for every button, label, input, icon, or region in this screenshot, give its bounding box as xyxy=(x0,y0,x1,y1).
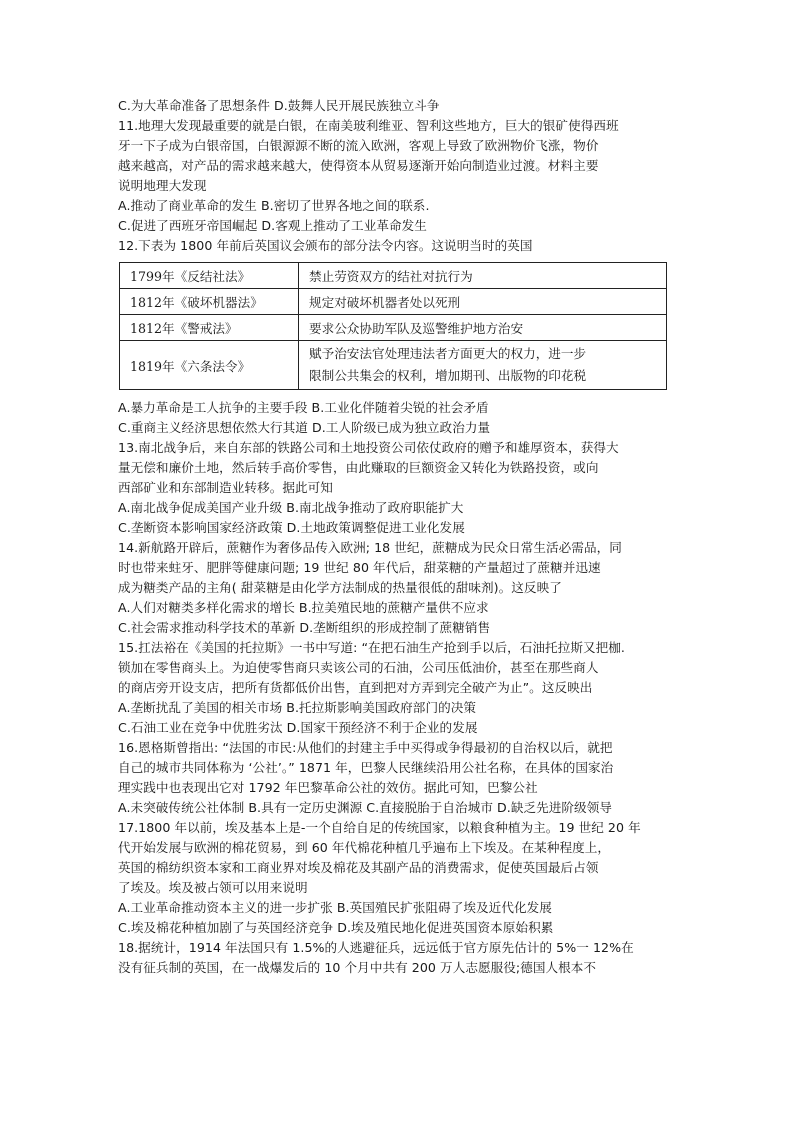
text-line: A.未突破传统公社体制 B.具有一定历史渊源 C.直接脱胎于自治城市 D.缺乏先进阶级领导 xyxy=(118,800,612,815)
text-line: 14.新航路开辟后，蔗糖作为奢侈品传入欧洲; 18 世纪，蔗糖成为民众日常生活必需品，同 xyxy=(118,540,622,555)
text-block-bottom xyxy=(118,398,678,978)
text-line: C.社会需求推动科学技术的革新 D.垄断组织的形成控制了蔗糖销售 xyxy=(118,620,491,635)
law-content-cell: 要求公众协助军队及巡警维护地方治安 xyxy=(299,315,667,341)
text-line: C.埃及棉花种植加剧了与英国经济竞争 D.埃及殖民地化促进英国资本原始积累 xyxy=(118,920,554,935)
text-line: 时也带来蛀牙、肥胖等健康问题; 19 世纪 80 年代后，甜菜糖的产量超过了蔗糖并迅速 xyxy=(118,560,601,575)
text-line: A.人们对糖类多样化需求的增长 B.拉美殖民地的蔗糖产量供不应求 xyxy=(118,600,489,615)
law-content-line: 限制公共集会的权利，增加期刊、出版物的印花税 xyxy=(309,368,587,383)
text-line: 18.据统计，1914 年法国只有 1.5%的人逃避征兵，远远低于官方原先估计的 5%一 12%在 xyxy=(118,940,634,955)
table-row xyxy=(120,289,667,315)
law-content-cell xyxy=(299,341,667,390)
text-block-top xyxy=(118,96,678,256)
text-line: 16.恩格斯曾指出: “法国的市民:从他们的封建主手中买得或争得最初的自治权以后，就把 xyxy=(118,740,613,755)
text-line: A.垄断扰乱了美国的相关市场 B.托拉斯影响美国政府部门的决策 xyxy=(118,700,477,715)
text-line: A.暴力革命是工人抗争的主要手段 B.工业化伴随着尖锐的社会矛盾 xyxy=(118,400,489,415)
law-content-cell: 规定对破坏机器者处以死刑 xyxy=(299,289,667,315)
text-line: A.南北战争促成美国产业升级 B.南北战争推动了政府职能扩大 xyxy=(118,500,464,515)
text-line: 理实践中也表现出它对 1792 年巴黎革命公社的效仿。据此可知，巴黎公社 xyxy=(118,780,538,795)
text-line: C.石油工业在竞争中优胜劣汰 D.国家干预经济不利于企业的发展 xyxy=(118,720,478,735)
exam-page xyxy=(118,96,678,978)
law-name-cell: 1819年《六条法令》 xyxy=(120,341,299,390)
text-line: 说明地理大发现 xyxy=(118,178,207,193)
text-line: C.为大革命准备了思想条件 D.鼓舞人民开展民族独立斗争 xyxy=(118,98,440,113)
law-content-line: 赋予治安法官处理违法者方面更大的权力，进一步 xyxy=(309,346,587,361)
law-name-cell: 1799年《反结社法》 xyxy=(120,263,299,289)
text-line: 没有征兵制的英国，在一战爆发后的 10 个月中共有 200 万人志愿服役;德国人根本不 xyxy=(118,960,597,975)
text-line: 自己的城市共同体称为 ‘公社’。” 1871 年，巴黎人民继续沿用公社名称，在具体的国家治 xyxy=(118,760,614,775)
text-line: 西部矿业和东部制造业转移。据此可知 xyxy=(118,480,333,495)
text-line: A.推动了商业革命的发生 B.密切了世界各地之间的联系. xyxy=(118,198,430,213)
text-line: C.促进了西班牙帝国崛起 D.客观上推动了工业革命发生 xyxy=(118,218,427,233)
text-line: 牙一下子成为白银帝国，白银源源不断的流入欧洲，客观上导致了欧洲物价飞涨，物价 xyxy=(118,138,599,153)
text-line: 锁加在零售商头上。为迫使零售商只卖该公司的石油，公司压低油价，甚至在那些商人 xyxy=(118,660,599,675)
law-content-cell: 禁止劳资双方的结社对抗行为 xyxy=(299,263,667,289)
text-line: C.垄断资本影响国家经济政策 D.土地政策调整促进工业化发展 xyxy=(118,520,465,535)
table-row xyxy=(120,341,667,390)
text-line: 越来越高，对产品的需求越来越大，使得资本从贸易逐渐开始向制造业过渡。材料主要 xyxy=(118,158,599,173)
table-row xyxy=(120,263,667,289)
law-name-cell: 1812年《警戒法》 xyxy=(120,315,299,341)
text-line: 13.南北战争后，来自东部的铁路公司和土地投资公司依仗政府的赠予和雄厚资本，获得大 xyxy=(118,440,619,455)
text-line: A.工业革命推动资本主义的进一步扩张 B.英国殖民扩张阻碍了埃及近代化发展 xyxy=(118,900,552,915)
text-line: 17.1800 年以前，埃及基本上是-一个自给自足的传统国家，以粮食种植为主。19 世纪 20 年 xyxy=(118,820,641,835)
text-line: 11.地理大发现最重要的就是白银，在南美玻利维亚、智利这些地方，巨大的银矿使得西班 xyxy=(118,118,619,133)
text-line: 代开始发展与欧洲的棉花贸易，到 60 年代棉花种植几乎遍布上下埃及。在某种程度上， xyxy=(118,840,611,855)
law-name-cell: 1812年《破坏机器法》 xyxy=(120,289,299,315)
table-row xyxy=(120,315,667,341)
text-line: 15.扛法裕在《美国的托拉斯》一书中写道: “在把石油生产抢到手以后，石油托拉斯又把枷. xyxy=(118,640,625,655)
text-line: 了埃及。埃及被占领可以用来说明 xyxy=(118,880,308,895)
text-line: 英国的棉纺织资本家和工商业界对埃及棉花及其副产品的消费需求，促使英国最后占领 xyxy=(118,860,599,875)
text-line: 12.下表为 1800 年前后英国议会颁布的部分法令内容。这说明当时的英国 xyxy=(118,238,533,253)
text-line: 成为糖类产品的主角( 甜菜糖是由化学方法制成的热量很低的甜味剂)。这反映了 xyxy=(118,580,562,595)
text-line: 量无偿和廉价土地，然后转手高价零售，由此赚取的巨额资金又转化为铁路投资，或向 xyxy=(118,460,599,475)
text-line: C.重商主义经济思想依然大行其道 D.工人阶级已成为独立政治力量 xyxy=(118,420,491,435)
text-line: 的商店旁开设支店，把所有货都低价出售，直到把对方弄到完全破产为止”。这反映出 xyxy=(118,680,593,695)
laws-table xyxy=(119,262,667,390)
